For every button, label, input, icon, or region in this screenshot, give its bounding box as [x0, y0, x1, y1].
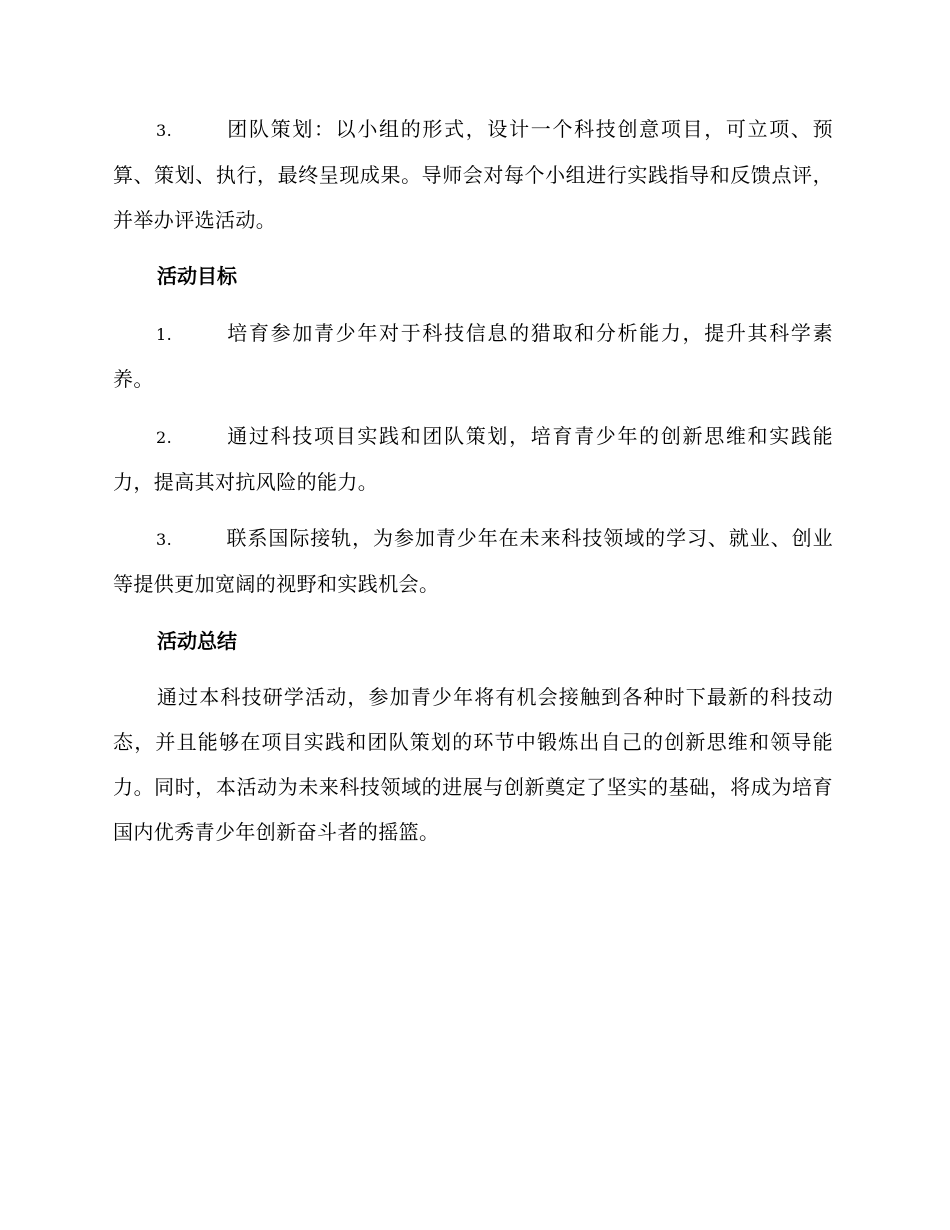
- list-text: 团队策划：以小组的形式，设计一个科技创意项目，可立项、预算、策划、执行，最终呈现成果。导师会对每个小组进行实践指导和反馈点评，并举办评选活动。: [113, 117, 833, 232]
- summary-paragraph: 通过本科技研学活动，参加青少年将有机会接触到各种时下最新的科技动态，并且能够在项目实践和团队策划的环节中锻炼出自己的创新思维和领导能力。同时，本活动为未来科技领域的进展与创新奠定了坚实的基础，将成为培育国内优秀青少年创新奋斗者的摇篮。: [113, 685, 833, 844]
- list-item: [113, 107, 833, 243]
- list-item: [113, 414, 833, 505]
- list-number: 3.: [156, 121, 173, 140]
- section-heading-summary: 活动总结: [157, 629, 237, 653]
- list-item: [113, 516, 833, 607]
- list-text: 通过科技项目实践和团队策划，培育青少年的创新思维和实践能力，提高其对抗风险的能力。: [113, 424, 833, 494]
- list-item: [113, 311, 833, 402]
- list-text: 培育参加青少年对于科技信息的猎取和分析能力，提升其科学素养。: [113, 321, 833, 391]
- list-number: 1.: [156, 325, 173, 344]
- list-number: 2.: [156, 428, 173, 447]
- section-heading-goals: 活动目标: [157, 264, 237, 288]
- list-text: 联系国际接轨，为参加青少年在未来科技领域的学习、就业、创业等提供更加宽阔的视野和实践机会。: [113, 526, 833, 596]
- list-number: 3.: [156, 530, 173, 549]
